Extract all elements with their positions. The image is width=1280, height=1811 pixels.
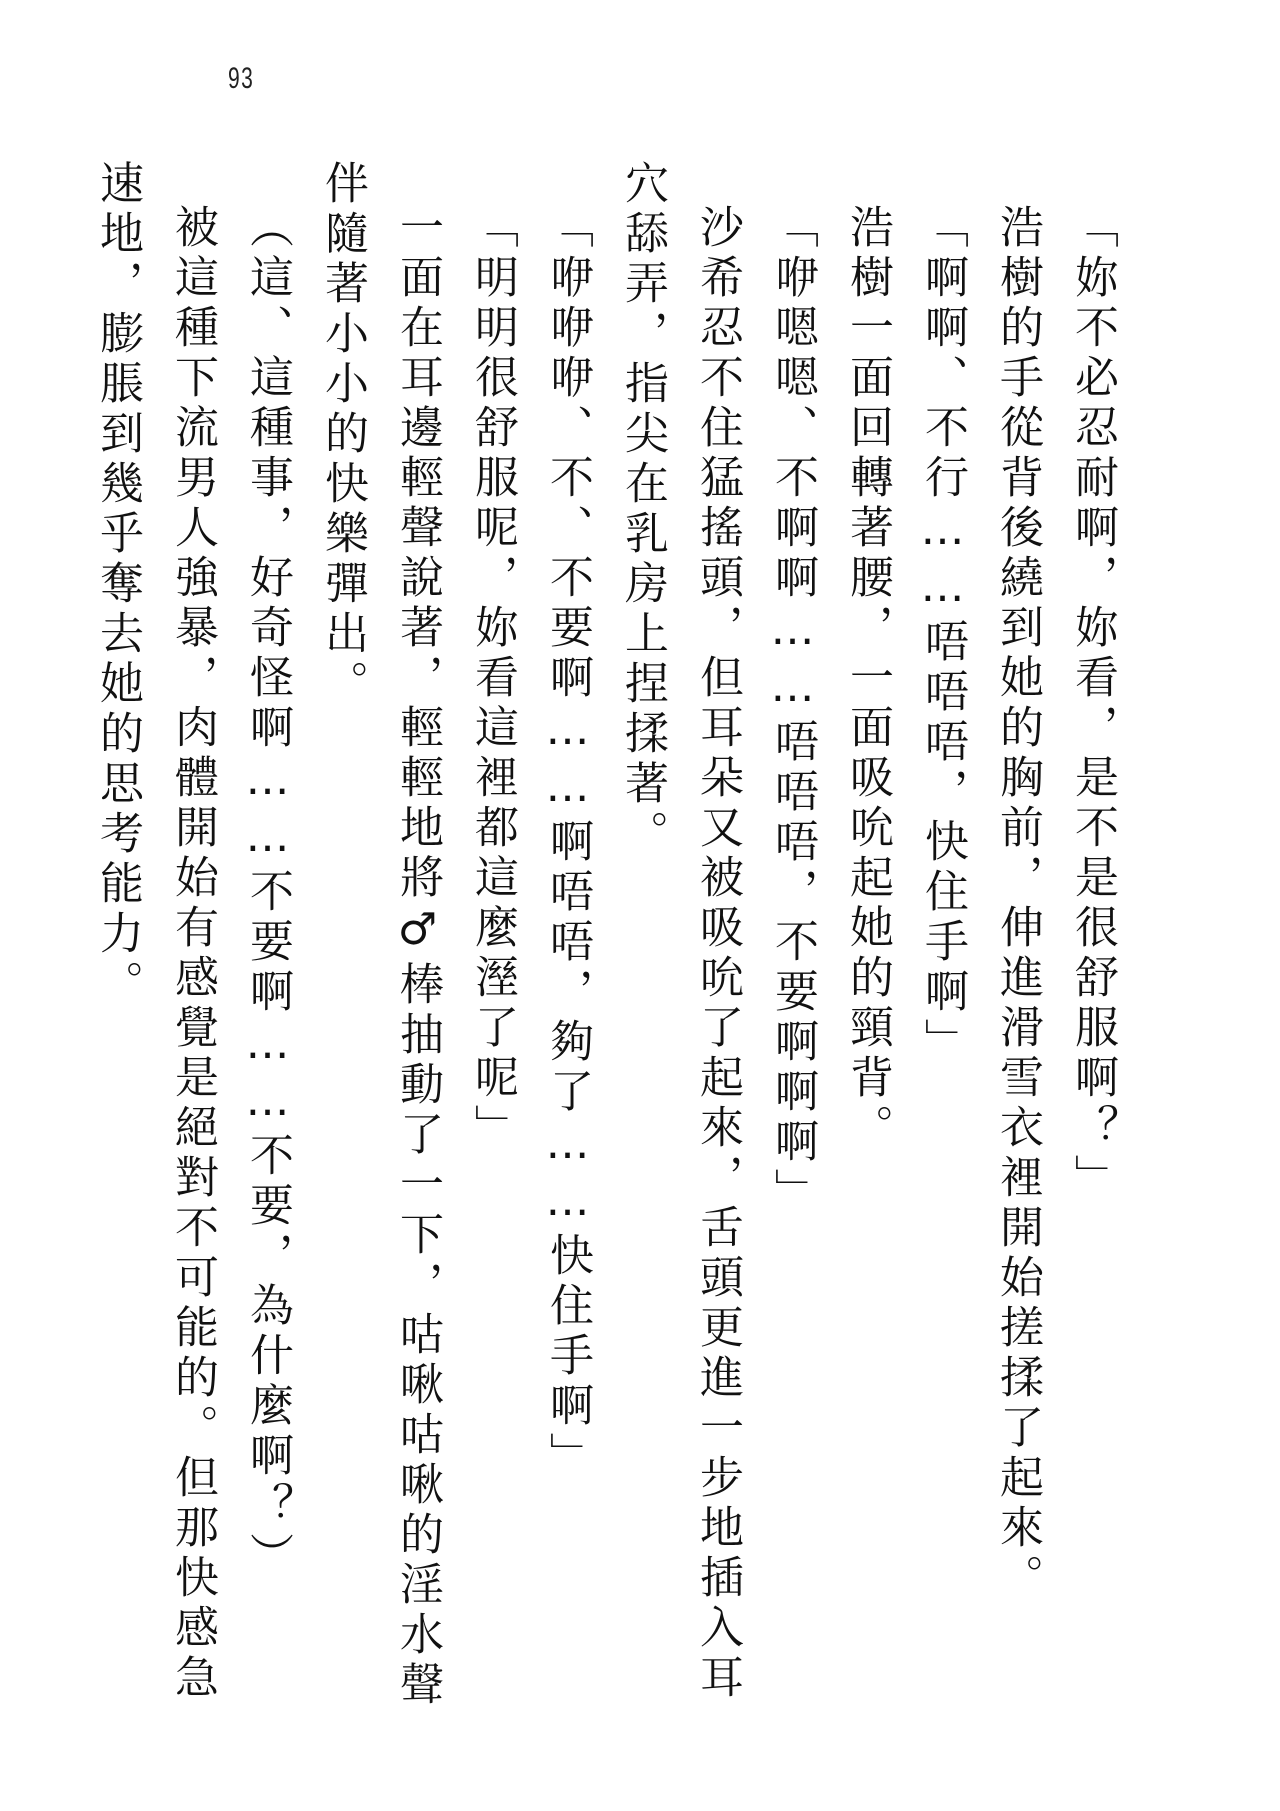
- paragraph: 「妳不必忍耐啊，妳看，是不是很舒服啊？」: [1067, 204, 1118, 1204]
- paragraph: 被這種下流男人強暴，肉體開始有感覺是絕對不可能的。但那快感急速地，膨脹到幾乎奪去她的思考能力。: [92, 160, 218, 1704]
- paragraph: 「咿咿咿、不、不要啊……啊唔唔，夠了……快住手啊」: [542, 204, 593, 1482]
- page-number: 93: [228, 62, 255, 95]
- paragraph: 沙希忍不住猛搖頭，但耳朵又被吸吮了起來，舌頭更進一步地插入耳穴舔弄，指尖在乳房上捏揉著。: [617, 160, 743, 1704]
- paragraph: 「啊啊、不行……唔唔唔，快住手啊」: [917, 204, 968, 1068]
- paragraph: 浩樹的手從背後繞到她的胸前，伸進滑雪衣裡開始搓揉了起來。: [992, 204, 1043, 1604]
- paragraph: 「咿嗯嗯、不啊啊……唔唔唔，不要啊啊啊」: [767, 204, 818, 1218]
- paragraph: 「明明很舒服呢，妳看這裡都這麼溼了呢」: [467, 204, 518, 1154]
- paragraph: （這、這種事，好奇怪啊……不要啊……不要，為什麼啊？）: [242, 204, 293, 1582]
- vertical-text-body: [80, 160, 1130, 1720]
- paragraph: 浩樹一面回轉著腰，一面吸吮起她的頸背。: [842, 204, 893, 1154]
- paragraph: 一面在耳邊輕聲說著，輕輕地將♂棒抽動了一下，咕啾咕啾的淫水聲伴隨著小小的快樂彈出。: [317, 160, 443, 1711]
